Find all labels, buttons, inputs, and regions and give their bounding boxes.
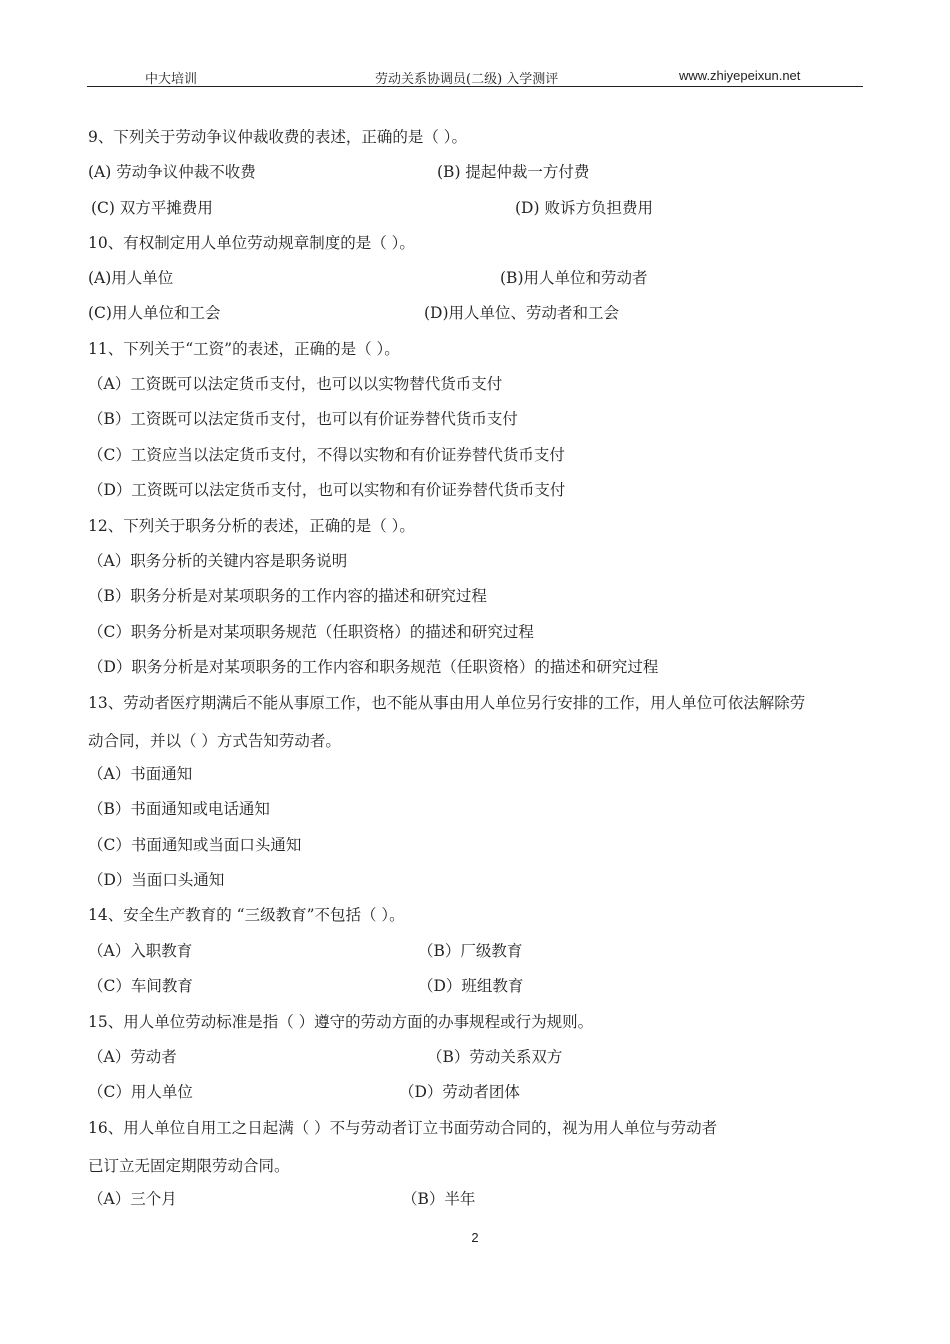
question-16-line-1: 16、用人单位自用工之日起满（ ）不与劳动者订立书面劳动合同的，视为用人单位与劳动者 — [88, 1119, 718, 1137]
q11-option-d: （D）工资既可以法定货币支付，也可以实物和有价证券替代货币支付 — [88, 481, 566, 499]
q14-option-a: （A）入职教育 — [88, 942, 193, 960]
q13-option-b: （B）书面通知或电话通知 — [88, 800, 270, 818]
question-13-line-2: 动合同，并以（ ）方式告知劳动者。 — [88, 732, 341, 750]
q13-option-a: （A）书面通知 — [88, 765, 193, 783]
header-title: 劳动关系协调员(二级) 入学测评 — [375, 72, 559, 87]
header-left: 中大培训 — [145, 72, 198, 87]
q16-option-b: （B）半年 — [402, 1190, 476, 1208]
q11-option-b: （B）工资既可以法定货币支付，也可以有价证券替代货币支付 — [88, 410, 518, 428]
q12-option-a: （A）职务分析的关键内容是职务说明 — [88, 552, 348, 570]
question-14: 14、安全生产教育的 “三级教育”不包括（ ）。 — [88, 906, 405, 924]
page-number: 2 — [471, 1230, 479, 1245]
q12-option-d: （D）职务分析是对某项职务的工作内容和职务规范（任职资格）的描述和研究过程 — [88, 658, 659, 676]
q14-option-d: （D）班组教育 — [418, 977, 524, 995]
q15-option-d: （D）劳动者团体 — [399, 1083, 520, 1101]
q12-option-c: （C）职务分析是对某项职务规范（任职资格）的描述和研究过程 — [88, 623, 534, 641]
header-website: www.zhiyepeixun.net — [679, 68, 801, 83]
q13-option-d: （D）当面口头通知 — [88, 871, 225, 889]
q13-option-c: （C）书面通知或当面口头通知 — [88, 836, 302, 854]
q9-option-d: (D) 败诉方负担费用 — [515, 199, 653, 217]
question-9: 9、下列关于劳动争议仲裁收费的表述，正确的是（ ）。 — [88, 128, 468, 146]
q9-option-a: (A) 劳动争议仲裁不收费 — [88, 163, 256, 181]
q14-option-b: （B）厂级教育 — [418, 942, 523, 960]
q10-option-d: (D)用人单位、劳动者和工会 — [424, 304, 620, 322]
q14-option-c: （C）车间教育 — [88, 977, 193, 995]
question-11: 11、下列关于“工资”的表述，正确的是（ ）。 — [88, 340, 400, 358]
page-header — [87, 66, 863, 87]
q11-option-c: （C）工资应当以法定货币支付，不得以实物和有价证券替代货币支付 — [88, 446, 565, 464]
q15-option-c: （C）用人单位 — [88, 1083, 193, 1101]
q15-option-b: （B）劳动关系双方 — [427, 1048, 563, 1066]
question-10: 10、有权制定用人单位劳动规章制度的是（ ）。 — [88, 234, 415, 252]
q9-option-c: (C) 双方平摊费用 — [91, 199, 213, 217]
question-15: 15、用人单位劳动标准是指（ ）遵守的劳动方面的办事规程或行为规则。 — [88, 1013, 594, 1031]
question-16-line-2: 已订立无固定期限劳动合同。 — [88, 1157, 290, 1175]
q10-option-a: (A)用人单位 — [88, 269, 174, 287]
q10-option-c: (C)用人单位和工会 — [88, 304, 221, 322]
q15-option-a: （A）劳动者 — [88, 1048, 177, 1066]
question-13-line-1: 13、劳动者医疗期满后不能从事原工作，也不能从事由用人单位另行安排的工作，用人单位可依法解除劳 — [88, 694, 806, 712]
question-12: 12、下列关于职务分析的表述，正确的是（ ）。 — [88, 517, 415, 535]
q12-option-b: （B）职务分析是对某项职务的工作内容的描述和研究过程 — [88, 587, 487, 605]
q10-option-b: (B)用人单位和劳动者 — [500, 269, 648, 287]
q11-option-a: （A）工资既可以法定货币支付，也可以以实物替代货币支付 — [88, 375, 503, 393]
q9-option-b: (B) 提起仲裁一方付费 — [437, 163, 590, 181]
q16-option-a: （A）三个月 — [88, 1190, 177, 1208]
